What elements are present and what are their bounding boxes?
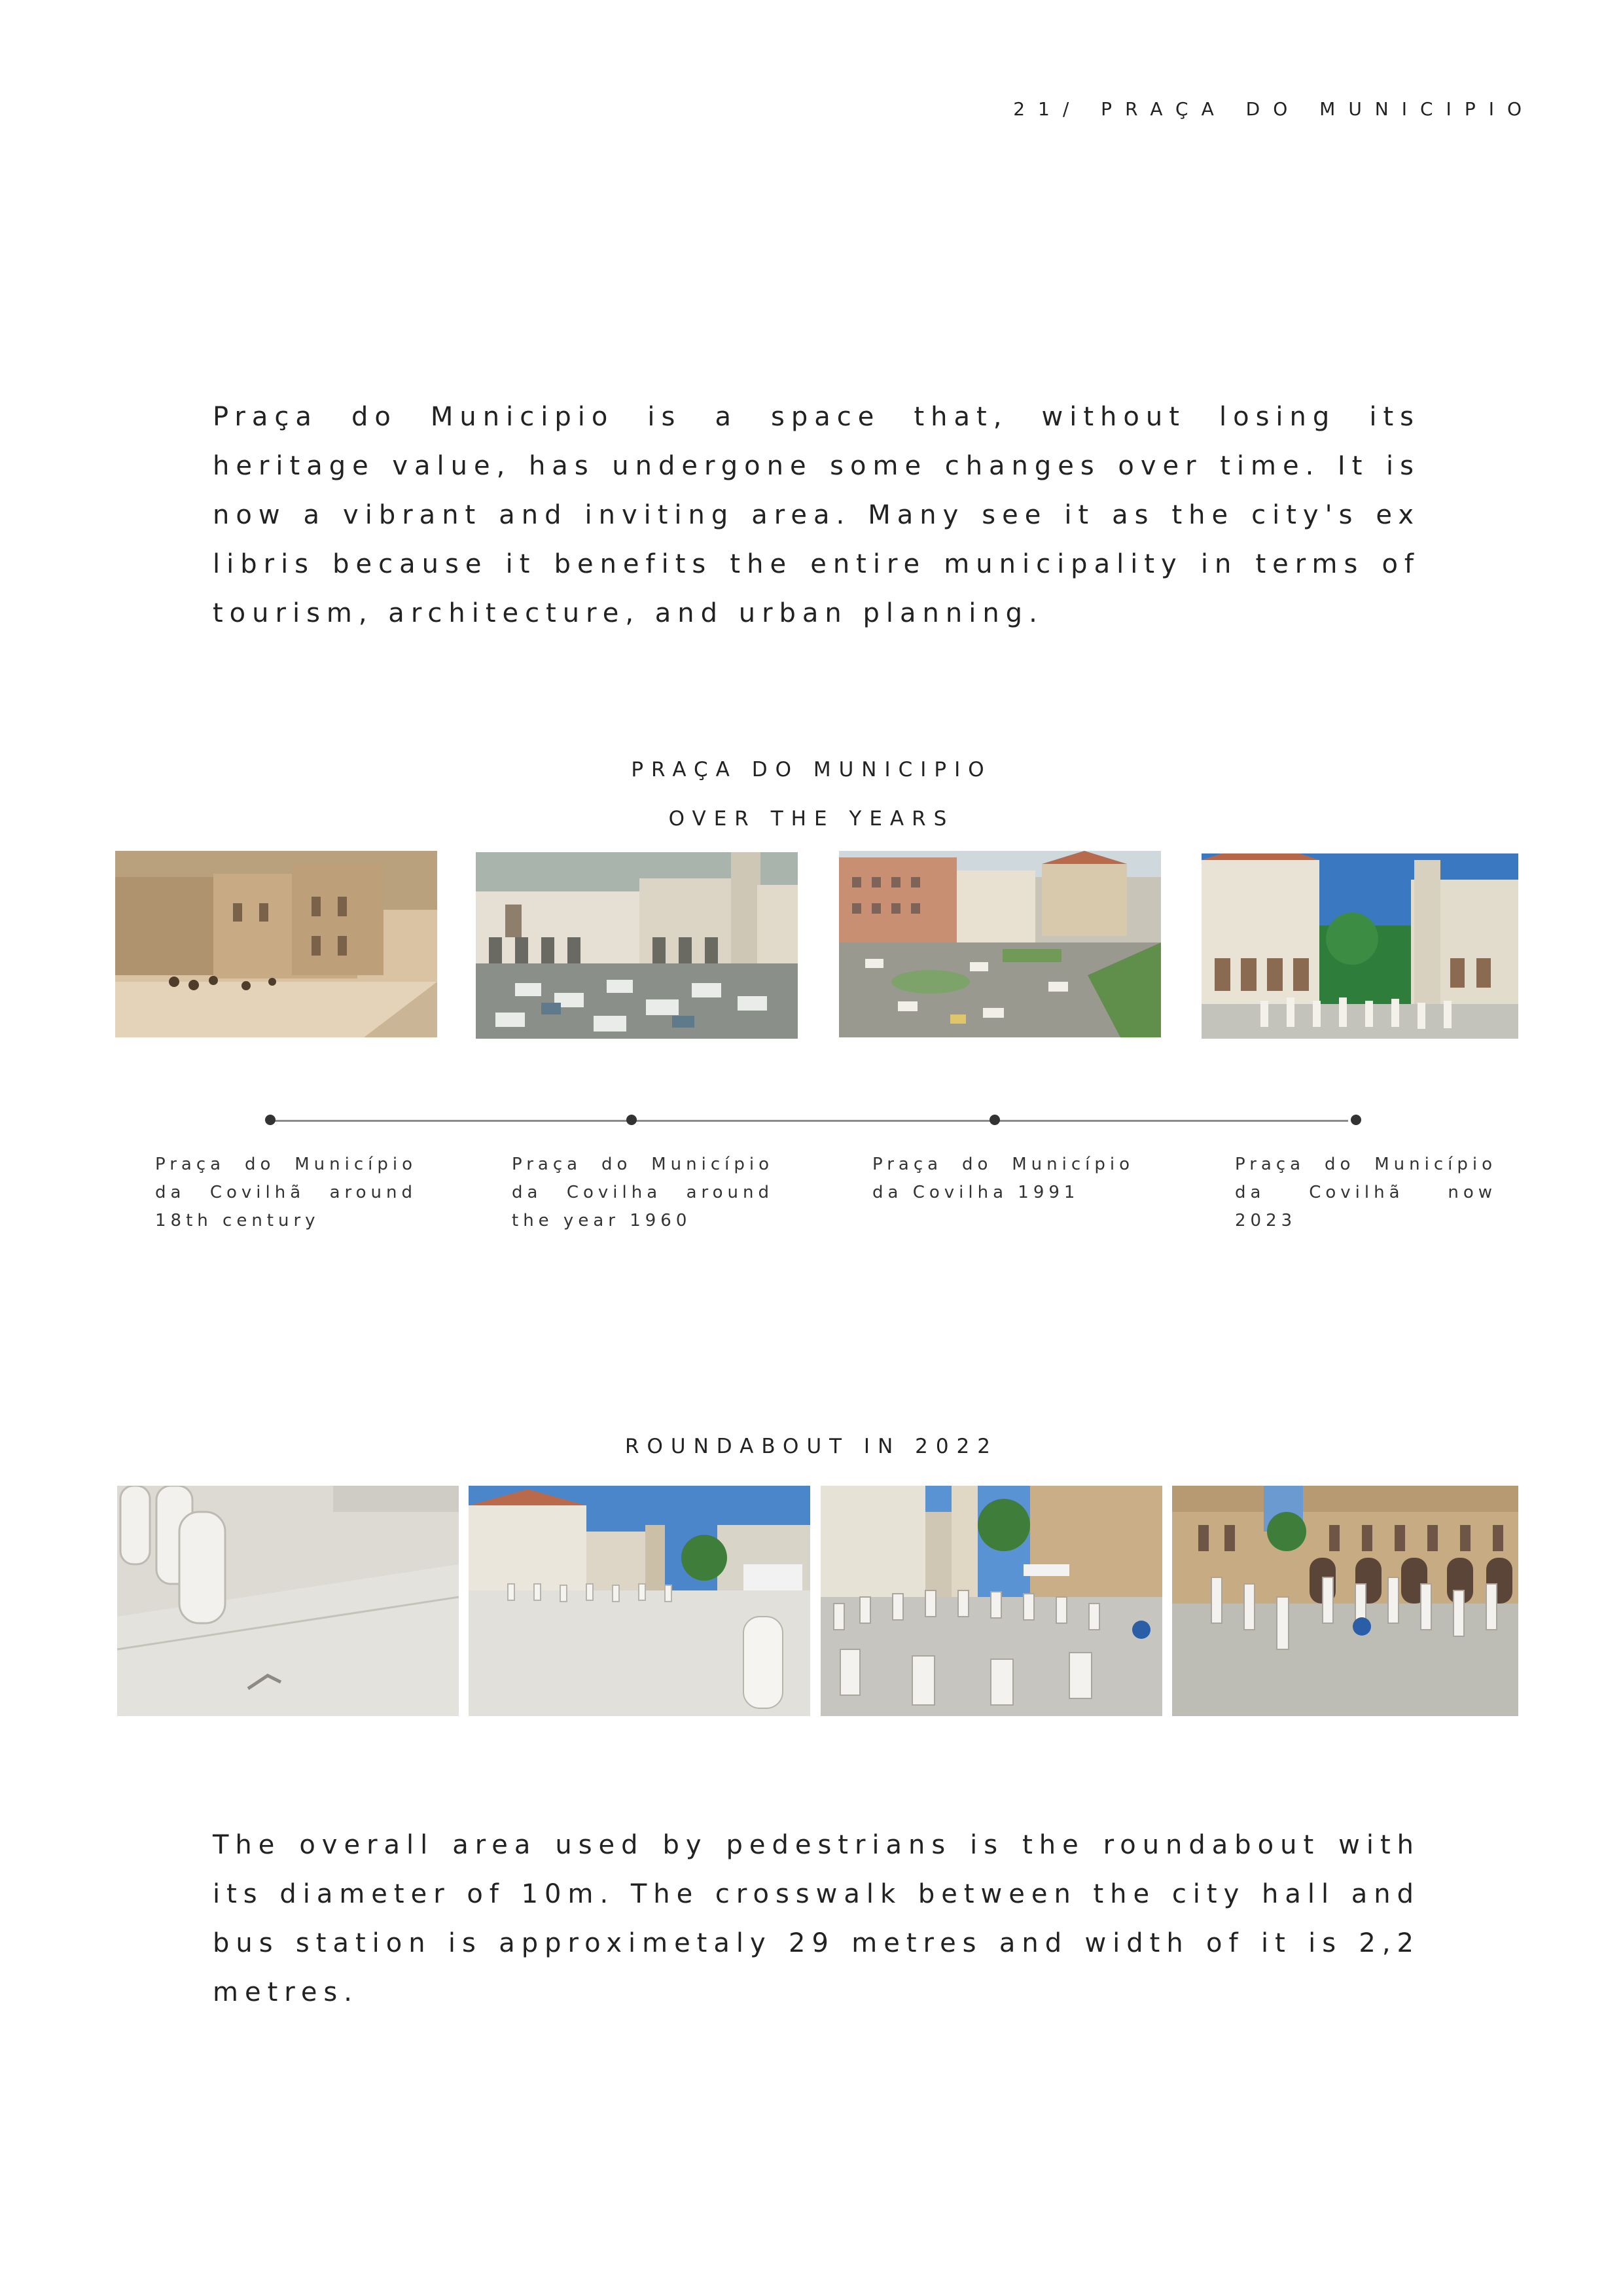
outro-paragraph: The overall area used by pedestrians is the roundabout with its diameter of 10m. The crosswalk between the city hall and bus station is approximetaly 29 metres and width of it is 2,2 metres. xyxy=(213,1830,1420,2007)
square-with-bollards-2023-photo xyxy=(1202,853,1518,1039)
square-with-traffic-1991-photo xyxy=(839,851,1161,1037)
timeline-caption: Praça do Município da Covilha around the year 1960 xyxy=(512,1155,774,1230)
timeline-line xyxy=(268,1120,1348,1122)
timeline-caption: Praça do Município da Covilha 1991 xyxy=(872,1155,1134,1202)
timeline-caption: Praça do Município da Covilhã now 2023 xyxy=(1235,1155,1497,1230)
page-header: 21/ PRAÇA DO MUNICIPIO xyxy=(1013,98,1535,120)
timeline-dot xyxy=(1351,1115,1361,1125)
timeline-dot xyxy=(990,1115,1000,1125)
square-with-parked-cars-1960-photo xyxy=(476,852,798,1039)
timeline-dot xyxy=(265,1115,276,1125)
history-title-line1: PRAÇA DO MUNICIPIO xyxy=(631,758,992,781)
bollards-closeup-photo xyxy=(117,1486,459,1716)
intro-paragraph: Praça do Municipio is a space that, without losing its heritage value, has undergone some changes over time. It is now a vibrant and inviting area. Many see it as the city's ex libris because it benefits the entire municipality in terms of tourism, architecture, and urban planning. xyxy=(213,402,1420,628)
roundabout-title: ROUNDABOUT IN 2022 xyxy=(624,1435,999,1458)
roundabout-bollard-ring-photo xyxy=(821,1486,1162,1716)
timeline-dot xyxy=(626,1115,637,1125)
roundabout-city-hall-photo xyxy=(1172,1486,1518,1716)
roundabout-wide-view-photo xyxy=(469,1486,810,1716)
timeline-caption: Praça do Município da Covilhã around 18th century xyxy=(155,1155,417,1230)
history-title-line2: OVER THE YEARS xyxy=(668,807,955,831)
sepia-historic-square-photo xyxy=(115,851,437,1037)
